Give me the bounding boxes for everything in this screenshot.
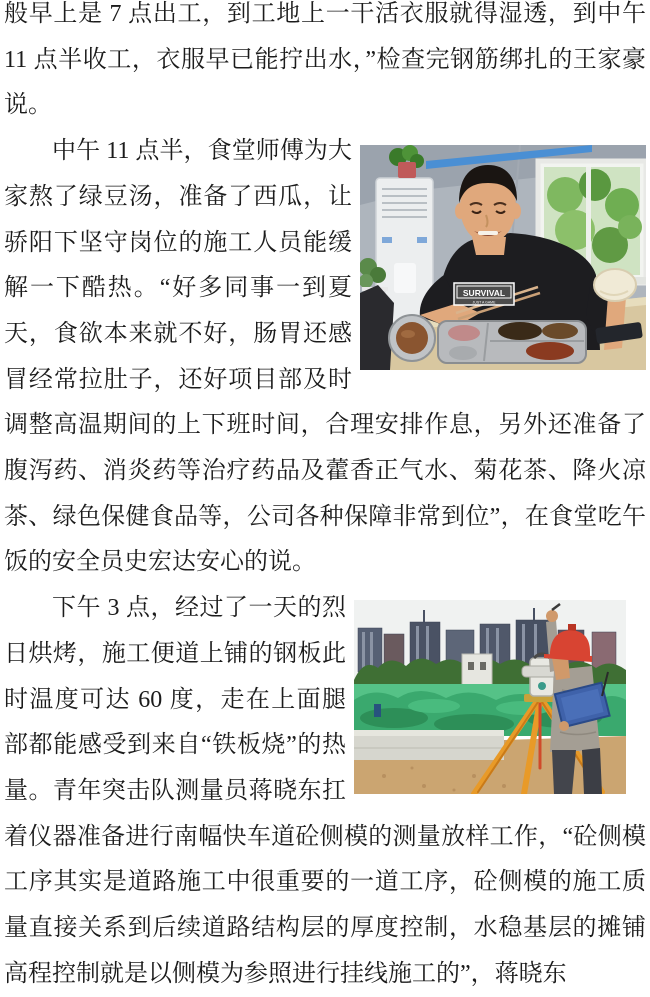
raised-hand — [546, 610, 558, 622]
shirt-subtext: JUST A GAME — [472, 300, 496, 305]
surveyor-leg-right — [582, 748, 602, 794]
steamed-bun — [594, 269, 636, 301]
small-building — [462, 654, 492, 686]
window-divider — [586, 167, 591, 275]
ac-label — [382, 237, 392, 243]
holding-hand — [559, 721, 569, 731]
food-dish-3 — [542, 323, 578, 339]
surveyor-leg-left — [552, 750, 576, 794]
paragraph-1 — [4, 0, 646, 129]
soup-bowl — [389, 315, 435, 361]
paragraph-1-text: 般早上是 7 点出工，到工地上一干活衣服就得湿透，到中午 11 点半收工，衣服早已能拧出水，”检查完钢筋绑扎的王家豪说。 — [4, 1, 646, 119]
other-person-shoulder — [360, 285, 394, 370]
canteen-photo — [360, 145, 646, 370]
food-dish-2 — [498, 322, 542, 340]
survival-patch — [454, 283, 514, 305]
food-dish-4 — [526, 342, 574, 360]
paragraph-2-text: 中午 11 点半，食堂师傅为大家熬了绿豆汤，准备了西瓜，让骄阳下坚守岗位的施工人员能缓解一下酷热。“好多同事一到夏天，食欲本来就不好，肠胃还感冒经常拉肚子，还好项目部及时调整高温期间的上下班时间，合理安排作息，另外还准备了腹泻药、消炎药等治疗药品及藿香正气水、菊花茶、降火凉茶、绿色保健食品等，公司各种保障非常到位”，在食堂吃午饭的安全员史宏达安心的说。 — [4, 138, 646, 576]
paragraph-3 — [4, 586, 646, 997]
food-tray — [438, 321, 586, 363]
paragraph-3-text: 下午 3 点，经过了一天的烈日烘烤，施工便道上铺的钢板此时温度可达 60 度，走在上面腿部都能感受到来自“铁板烧”的热量。青年突击队测量员蒋晓东扛着仪器准备进行南幅快车道砼侧模的测量放样工作，“砼侧模工序其实是道路施工中很重要的一道工序，砼侧模的施工质量直接关系到后续道路结构层的厚度控制，水稳基层的摊铺高程控制就是以侧模为参照进行挂线施工的”，蒋晓东 — [4, 595, 646, 987]
concrete-wall — [354, 730, 504, 760]
paragraph-2 — [4, 129, 646, 586]
distant-worker — [374, 704, 381, 717]
shirt-text: SURVIVAL — [462, 288, 506, 299]
food-dish-1 — [448, 325, 480, 341]
survey-photo — [354, 600, 626, 794]
